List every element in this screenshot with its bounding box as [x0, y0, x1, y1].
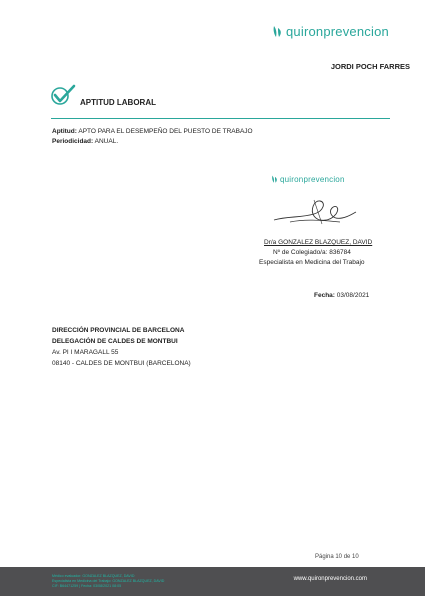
periodicidad-label: Periodicidad: — [52, 138, 94, 145]
periodicidad-value: ANUAL. — [94, 138, 119, 145]
address-line4: 08140 - CALDES DE MONTBUI (BARCELONA) — [52, 360, 191, 367]
address-line3: Av. PI I MARAGALL 55 — [52, 349, 119, 356]
page-number: Página 10 de 10 — [315, 554, 359, 560]
stamp-logo-drop-icon — [271, 175, 279, 184]
periodicidad-row — [52, 137, 118, 146]
logo-text-part1: quiron — [286, 24, 324, 39]
doctor-name: Dr/a GONZALEZ BLAZQUEZ, DAVID — [264, 239, 373, 246]
checkmark-icon — [50, 84, 76, 106]
doctor-colegiado: Nº de Colegiado/a: 836784 — [273, 249, 351, 256]
stamp-logo-text-part2: prevencion — [303, 175, 345, 184]
footer-legal-line1: Médico evaluador: GONZALEZ BLAZQUEZ, DAVID — [52, 574, 135, 578]
footer-website-link[interactable] — [294, 576, 367, 582]
footer-website[interactable]: www.quironprevencion.com — [293, 576, 367, 582]
doctor-signature — [270, 196, 360, 228]
patient-name: JORDI POCH FARRES — [330, 62, 410, 71]
aptitud-value: APTO PARA EL DESEMPEÑO DEL PUESTO DE TRABAJO — [78, 128, 253, 135]
logo-drop-icon — [272, 25, 284, 39]
stamp-logo-text-part1: quiron — [280, 175, 304, 184]
date-row — [314, 291, 369, 300]
date-label: Fecha: — [314, 292, 335, 299]
date-value: 03/08/2021 — [336, 292, 370, 299]
footer-legal — [52, 574, 164, 589]
footer-legal-line2: Especialista en Medicina del Trabajo: GONZALEZ BLAZQUEZ, DAVID — [52, 579, 165, 583]
section-title: APTITUD LABORAL — [80, 98, 156, 107]
footer-legal-line3: CIF: B64471259 | Fecha: 03/08/2021 08:05 — [52, 584, 122, 588]
stamp-logo-text — [280, 175, 345, 184]
stamp-logo — [271, 175, 345, 184]
logo-text — [286, 24, 389, 39]
address-line2: DELEGACIÓN DE CALDES DE MONTBUI — [52, 338, 178, 345]
aptitud-row — [52, 127, 253, 136]
logo-text-part2: prevencion — [323, 24, 389, 39]
address-line1: DIRECCIÓN PROVINCIAL DE BARCELONA — [52, 327, 185, 334]
doctor-specialty: Especialista en Medicina del Trabajo — [259, 259, 365, 266]
section-divider — [51, 118, 390, 119]
aptitud-label: Aptitud: — [52, 128, 77, 135]
company-logo — [272, 24, 389, 39]
